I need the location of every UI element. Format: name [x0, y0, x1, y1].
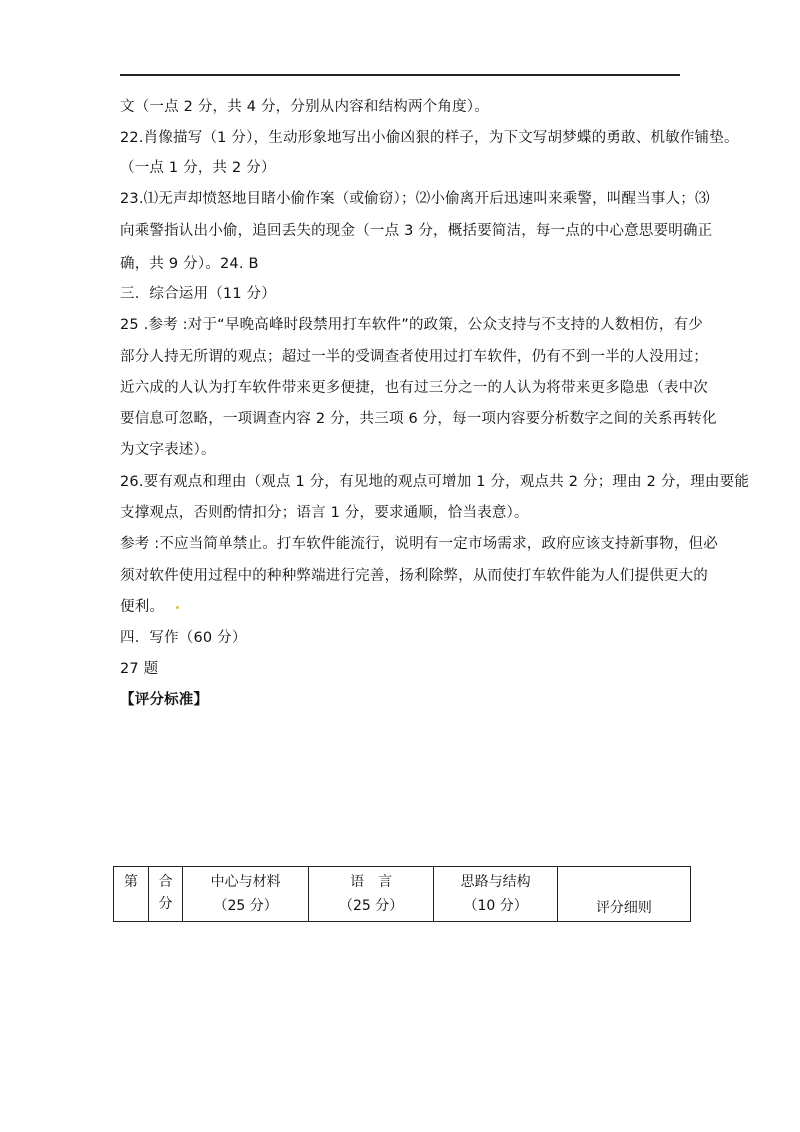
- table-header-cell: [308, 867, 434, 922]
- cell-label: 合分: [158, 874, 173, 912]
- text-line-8: 25 .参考 :对于“早晚高峰时段禁用打车软件”的政策，公众支持与不支持的人数相仿，有少: [120, 317, 703, 333]
- section-heading-4: 四．写作（60 分）: [120, 630, 247, 646]
- text-line-14: 支撑观点，否则酌情扣分；语言 1 分，要求通顺，恰当表意）。: [120, 505, 529, 521]
- text-line-10: 近六成的人认为打车软件带来更多便捷，也有过三分之一的人认为将带来更多隐患（表中次: [120, 380, 708, 396]
- text-line-9: 部分人持无所谓的观点；超过一半的受调查者使用过打车软件，仍有不到一半的人没用过；: [120, 349, 708, 365]
- table-row: [114, 867, 691, 922]
- text-line-12: 为文字表述）。: [120, 442, 216, 458]
- table-header-cell: [183, 867, 309, 922]
- text-line-4: 23.⑴无声却愤怒地目睹小偷作案（或偷窃）；⑵小偷离开后迅速叫来乘警，叫醒当事人；⑶: [120, 191, 710, 207]
- text-line-13: 26.要有观点和理由（观点 1 分，有见地的观点可增加 1 分，观点共 2 分；理由 2 分，理由要能: [120, 474, 750, 490]
- text-line-3: （一点 1 分，共 2 分）: [120, 160, 276, 176]
- text-line-17: 便利。: [120, 599, 165, 615]
- cell-label: 中心与材料: [210, 874, 281, 890]
- text-line-1: 文（一点 2 分，共 4 分，分别从内容和结构两个角度）。: [120, 99, 489, 115]
- scoring-criteria-heading: 【评分标准】: [120, 692, 209, 708]
- stray-mark: [176, 606, 179, 609]
- cell-label: 思路与结构: [460, 874, 531, 890]
- scoring-table: [113, 866, 691, 922]
- cell-score: （25 分）: [213, 898, 278, 914]
- text-line-15: 参考 :不应当简单禁止。打车软件能流行，说明有一定市场需求，政府应该支持新事物，但必: [120, 536, 718, 552]
- cell-label: 语 言: [350, 874, 393, 890]
- text-line-2: 22.肖像描写（1 分），生动形象地写出小偷凶狠的样子，为下文写胡梦蝶的勇敢、机敏作铺垫。: [120, 130, 739, 146]
- cell-label: 第: [123, 874, 138, 890]
- text-line-5: 向乘警指认出小偷，追回丢失的现金（一点 3 分，概括要简洁，每一点的中心意思要明确正: [120, 223, 713, 239]
- table-header-cell: [114, 867, 149, 922]
- table-header-cell: [434, 867, 558, 922]
- question-27-label: 27 题: [120, 661, 159, 677]
- cell-score: （10 分）: [463, 898, 528, 914]
- text-line-11: 要信息可忽略，一项调查内容 2 分，共三项 6 分，每一项内容要分析数字之间的关系再转化: [120, 411, 717, 427]
- text-line-6: 确，共 9 分）。24. B: [120, 256, 259, 272]
- table-header-cell: [148, 867, 183, 922]
- section-heading-3: 三．综合运用（11 分）: [120, 286, 276, 302]
- table-header-cell: [557, 867, 690, 922]
- cell-label: 评分细则: [595, 900, 652, 916]
- cell-score: （25 分）: [338, 898, 404, 914]
- header-rule: [120, 74, 680, 76]
- text-line-16: 须对软件使用过程中的种种弊端进行完善，扬利除弊，从而使打车软件能为人们提供更大的: [120, 568, 708, 584]
